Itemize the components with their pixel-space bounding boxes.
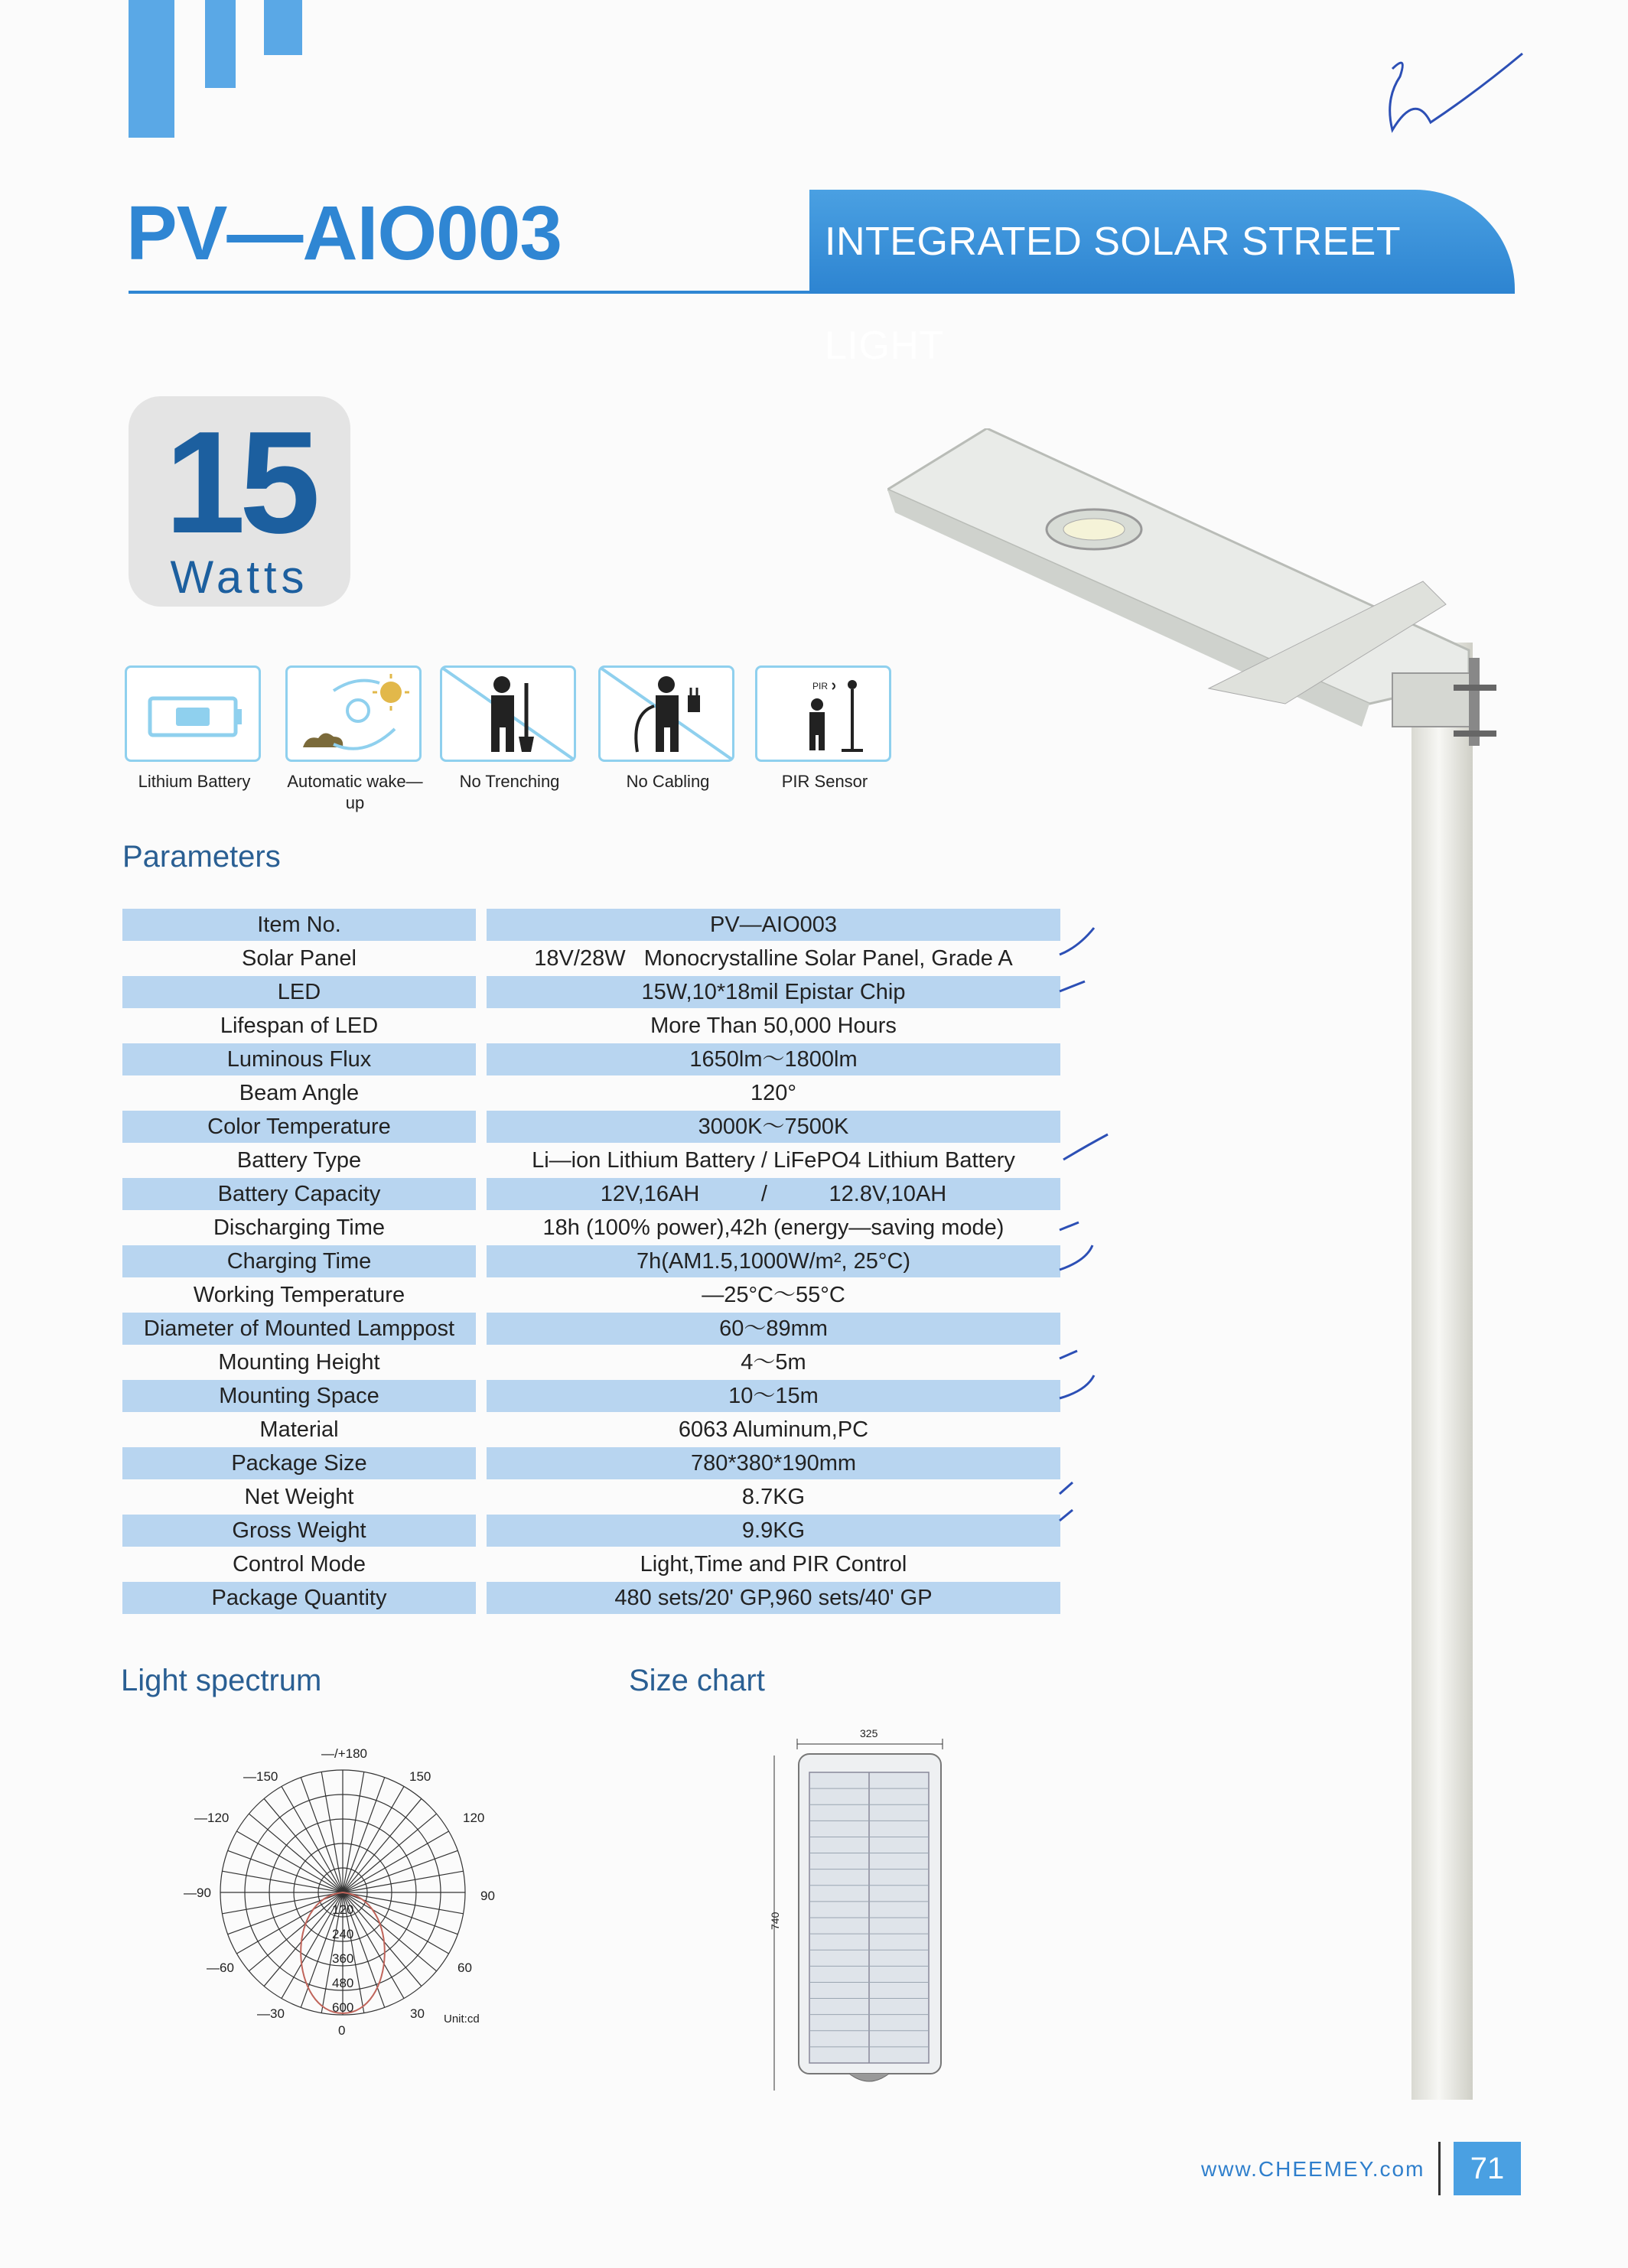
parameter-value: 10～15m xyxy=(487,1380,1060,1412)
parameter-value: 18h (100% power),42h (energy—saving mode) xyxy=(542,1215,1004,1240)
height-dimension: 740 xyxy=(769,1912,781,1930)
parameter-name: Material xyxy=(259,1417,339,1442)
parameters-table xyxy=(122,909,1060,1616)
parameter-row xyxy=(122,1313,1060,1345)
parameter-value: —25°C～55°C xyxy=(702,1283,845,1307)
ring-label: 600 xyxy=(332,2000,354,2015)
parameter-value: 780*380*190mm xyxy=(487,1447,1060,1479)
parameter-row xyxy=(122,1010,1060,1042)
parameter-row xyxy=(122,1346,1060,1378)
parameter-name: Battery Type xyxy=(236,1148,362,1173)
feature-label: Automatic wake—up xyxy=(287,772,423,812)
angle-label: 0 xyxy=(338,2023,346,2038)
parameter-value: PV—AIO003 xyxy=(487,909,1060,941)
size-chart-diagram xyxy=(765,1725,964,2111)
decorative-bar xyxy=(264,0,302,55)
feature-no-cabling xyxy=(598,665,737,792)
parameter-name: Package Quantity xyxy=(122,1582,476,1614)
parameter-row xyxy=(122,976,1060,1008)
parameter-name: Discharging Time xyxy=(213,1215,386,1240)
parameter-row xyxy=(122,1279,1060,1311)
parameter-row xyxy=(122,1548,1060,1580)
unit-label: Unit:cd xyxy=(444,2013,480,2026)
footer-divider xyxy=(1438,2142,1441,2195)
parameter-value: 15W,10*18mil Epistar Chip xyxy=(487,976,1060,1008)
wattage-badge xyxy=(129,396,350,607)
decorative-bar xyxy=(205,0,236,88)
parameter-value: 7h(AM1.5,1000W/m², 25°C) xyxy=(487,1245,1060,1277)
parameter-value: Li—ion Lithium Battery / LiFePO4 Lithium Battery xyxy=(532,1148,1015,1173)
light-spectrum-heading: Light spectrum xyxy=(121,1664,322,1697)
feature-label: PIR Sensor xyxy=(781,772,868,791)
light-spectrum-diagram xyxy=(176,1730,528,2063)
parameter-row xyxy=(122,1077,1060,1109)
feature-pir-sensor xyxy=(755,665,894,792)
parameter-name: Control Mode xyxy=(232,1552,366,1577)
parameter-value: 3000K～7500K xyxy=(487,1111,1060,1143)
parameter-row xyxy=(122,1245,1060,1277)
angle-label: 90 xyxy=(480,1889,495,1903)
feature-auto-wakeup xyxy=(285,665,425,814)
width-dimension: 325 xyxy=(860,1727,878,1739)
day-night-cycle-icon xyxy=(285,665,422,762)
angle-label: —30 xyxy=(257,2006,285,2021)
angle-label: 150 xyxy=(409,1769,431,1784)
parameter-row xyxy=(122,1582,1060,1614)
parameter-value: 480 sets/20' GP,960 sets/40' GP xyxy=(487,1582,1060,1614)
parameter-row xyxy=(122,942,1060,975)
lamp-head-illustration xyxy=(887,428,1499,769)
parameter-name: Lifespan of LED xyxy=(220,1014,379,1038)
parameter-name: Color Temperature xyxy=(122,1111,476,1143)
parameter-value: 9.9KG xyxy=(487,1515,1060,1547)
parameter-row xyxy=(122,1515,1060,1547)
pir-sensor-icon-text: PIR xyxy=(812,681,829,691)
parameter-name: Solar Panel xyxy=(242,946,357,971)
parameter-value: 6063 Aluminum,PC xyxy=(678,1417,869,1442)
parameter-value: 1650lm～1800lm xyxy=(487,1043,1060,1075)
feature-lithium-battery xyxy=(125,665,264,792)
parameter-value: 18V/28W Monocrystalline Solar Panel, Grade A xyxy=(534,946,1013,971)
feature-label: No Cabling xyxy=(626,772,710,791)
battery-icon xyxy=(125,665,261,762)
angle-label: —120 xyxy=(194,1811,230,1825)
parameter-name: Item No. xyxy=(122,909,476,941)
parameter-name: Charging Time xyxy=(122,1245,476,1277)
parameter-name: Package Size xyxy=(122,1447,476,1479)
wattage-number: 15 xyxy=(164,402,314,564)
no-cabling-icon xyxy=(598,665,734,762)
title-rule xyxy=(129,291,809,294)
page-number: 71 xyxy=(1454,2142,1521,2195)
parameter-name: Mounting Space xyxy=(122,1380,476,1412)
feature-label: Lithium Battery xyxy=(138,772,251,791)
parameter-value: 120° xyxy=(751,1081,796,1105)
no-trenching-icon xyxy=(440,665,576,762)
parameter-value: More Than 50,000 Hours xyxy=(650,1014,897,1038)
website-url: www.CHEEMEY.com xyxy=(1201,2157,1425,2181)
parameter-name: Net Weight xyxy=(244,1485,354,1509)
angle-label: —90 xyxy=(184,1886,211,1900)
model-title: PV—AIO003 xyxy=(126,190,562,276)
parameter-name: Gross Weight xyxy=(122,1515,476,1547)
pir-sensor-icon xyxy=(755,665,891,762)
parameter-value: 8.7KG xyxy=(741,1485,806,1509)
parameter-name: Working Temperature xyxy=(193,1283,405,1307)
parameter-row xyxy=(122,1043,1060,1075)
parameter-value: Light,Time and PIR Control xyxy=(640,1552,907,1577)
angle-label: —60 xyxy=(207,1961,234,1975)
handwritten-signature-mark xyxy=(1369,46,1538,161)
wattage-unit: Watts xyxy=(170,552,309,603)
lamp-pole xyxy=(1411,643,1473,2100)
parameter-row xyxy=(122,1481,1060,1513)
angle-label: 30 xyxy=(410,2006,425,2021)
parameter-row xyxy=(122,1144,1060,1176)
parameter-row xyxy=(122,1111,1060,1143)
parameter-row xyxy=(122,1178,1060,1210)
parameters-heading: Parameters xyxy=(122,840,281,874)
parameter-row xyxy=(122,1212,1060,1244)
parameter-name: Diameter of Mounted Lamppost xyxy=(122,1313,476,1345)
parameter-name: Battery Capacity xyxy=(122,1178,476,1210)
decorative-bar xyxy=(129,0,174,138)
feature-no-trenching xyxy=(440,665,579,792)
ring-label: 120 xyxy=(332,1902,354,1917)
angle-label: —/+180 xyxy=(321,1746,368,1761)
parameter-row xyxy=(122,1380,1060,1412)
parameter-value: 60～89mm xyxy=(487,1313,1060,1345)
angle-label: —150 xyxy=(243,1769,278,1784)
angle-label: 120 xyxy=(463,1811,485,1825)
feature-label: No Trenching xyxy=(459,772,560,791)
ring-label: 360 xyxy=(332,1951,354,1966)
parameter-value: 4～5m xyxy=(741,1350,806,1375)
handwritten-check-marks xyxy=(1056,916,1117,1567)
ring-label: 240 xyxy=(332,1927,354,1941)
parameter-name: LED xyxy=(122,976,476,1008)
parameter-row xyxy=(122,909,1060,941)
angle-label: 60 xyxy=(457,1961,472,1975)
parameter-name: Luminous Flux xyxy=(122,1043,476,1075)
parameter-name: Beam Angle xyxy=(239,1081,360,1105)
parameter-value: 12V,16AH / 12.8V,10AH xyxy=(487,1178,1060,1210)
parameter-row xyxy=(122,1447,1060,1479)
parameter-name: Mounting Height xyxy=(218,1350,380,1375)
parameter-row xyxy=(122,1414,1060,1446)
ring-label: 480 xyxy=(332,1976,354,1990)
product-type-banner: INTEGRATED SOLAR STREET LIGHT xyxy=(809,190,1515,294)
size-chart-heading: Size chart xyxy=(629,1664,765,1697)
